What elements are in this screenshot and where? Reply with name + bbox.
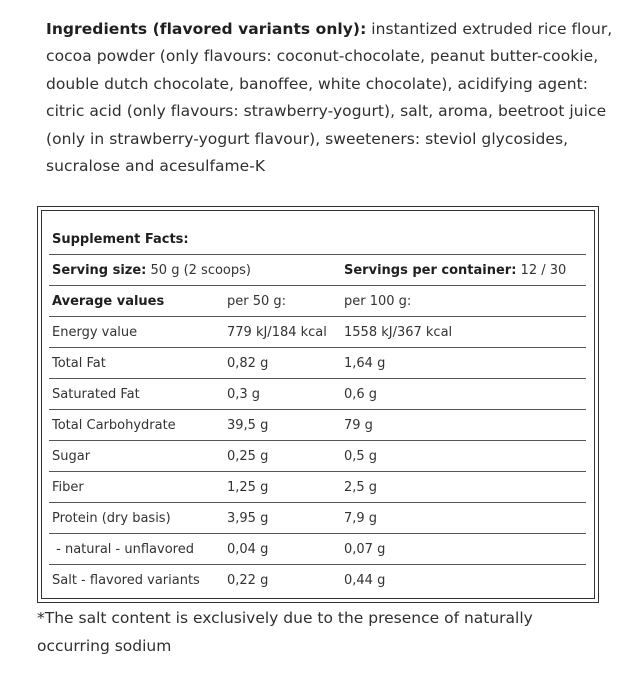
- column-header-per-100g: per 100 g:: [341, 286, 586, 317]
- value-per-100g: 0,5 g: [341, 441, 586, 472]
- header-row: [49, 286, 586, 317]
- nutrient-name: Total Carbohydrate: [49, 410, 224, 441]
- servings-value: 12 / 30: [516, 262, 567, 278]
- value-per-100g: 2,5 g: [341, 472, 586, 503]
- supplement-facts-inner-border: [41, 210, 595, 599]
- table-row: [49, 410, 586, 441]
- value-per-100g: 0,6 g: [341, 379, 586, 410]
- nutrient-name: Protein (dry basis): [49, 503, 224, 534]
- table-row: [49, 317, 586, 348]
- ingredients-paragraph: [46, 16, 626, 180]
- facts-title-row: [49, 224, 586, 255]
- table-row: [49, 472, 586, 503]
- serving-size-value: 50 g (2 scoops): [146, 262, 251, 278]
- value-per-50g: 0,82 g: [224, 348, 341, 379]
- supplement-facts-table: [49, 224, 586, 595]
- supplement-facts-box: [37, 206, 599, 603]
- facts-title: Supplement Facts:: [49, 224, 586, 255]
- table-row: [49, 503, 586, 534]
- servings-label: Servings per container:: [344, 262, 517, 278]
- value-per-50g: 0,25 g: [224, 441, 341, 472]
- ingredients-text: instantized extruded rice flour, cocoa powder (only flavours: coconut-chocolate, peanut butter-cookie, double dutch chocolate, banoffee, white chocolate), acidifying agent: citric acid (only flavours: strawberry-yogurt), salt, aroma, beetroot juice (only in strawberry-yogurt flavour), sweeteners: steviol glycosides, sucralose and acesulfame-K: [46, 20, 613, 176]
- nutrient-name: Fiber: [49, 472, 224, 503]
- value-per-50g: 3,95 g: [224, 503, 341, 534]
- serving-size-label: Serving size:: [52, 262, 147, 278]
- serving-size: [49, 255, 341, 286]
- value-per-50g: 0,22 g: [227, 572, 269, 588]
- nutrient-name: Saturated Fat: [49, 379, 224, 410]
- nutrient-name: Sugar: [49, 441, 224, 472]
- value-per-50g: 0,3 g: [224, 379, 341, 410]
- servings-per-container: [341, 255, 586, 286]
- nutrient-name: Energy value: [49, 317, 224, 348]
- value-per-50g: 39,5 g: [224, 410, 341, 441]
- ingredients-label: Ingredients (flavored variants only):: [46, 20, 367, 38]
- nutrient-name: Total Fat: [49, 348, 224, 379]
- table-row: [49, 534, 586, 565]
- value-per-100g: 7,9 g: [341, 503, 586, 534]
- column-header-average-values: Average values: [49, 286, 224, 317]
- table-row: [49, 379, 586, 410]
- table-row: [49, 565, 586, 596]
- value-per-100g: 1558 kJ/367 kcal: [341, 317, 586, 348]
- nutrient-name: Salt - flavored variants: [52, 572, 200, 588]
- serving-row: [49, 255, 586, 286]
- salt-footnote: *The salt content is exclusively due to the presence of naturally occurring sodium: [37, 609, 533, 655]
- value-per-100g: 1,64 g: [341, 348, 586, 379]
- table-row: [49, 441, 586, 472]
- value-per-50g: 0,04 g: [224, 534, 341, 565]
- value-per-50g: 1,25 g: [224, 472, 341, 503]
- value-per-100g: 0,44 g: [344, 572, 386, 588]
- value-per-100g: 0,07 g: [341, 534, 586, 565]
- value-per-100g: 79 g: [341, 410, 586, 441]
- table-row: [49, 348, 586, 379]
- column-header-per-50g: per 50 g:: [224, 286, 341, 317]
- value-per-50g: 779 kJ/184 kcal: [224, 317, 341, 348]
- nutrient-name: - natural - unflavored: [49, 534, 224, 565]
